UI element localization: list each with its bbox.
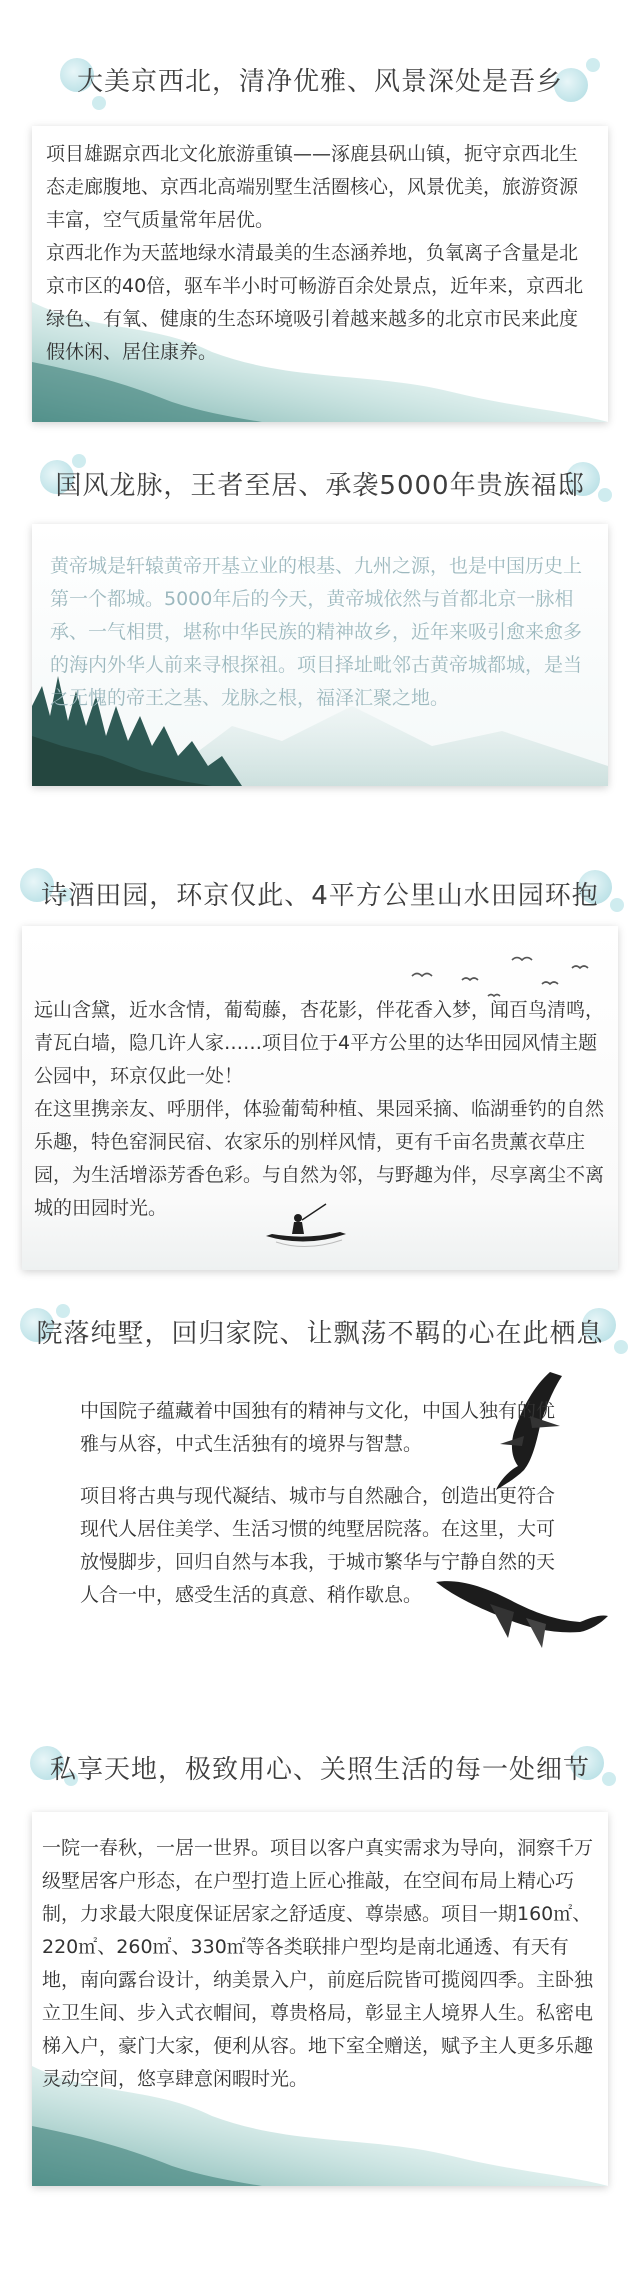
section-3 <box>0 860 640 1300</box>
section-paragraph: 中国院子蕴藏着中国独有的精神与文化，中国人独有的优雅与从容，中式生活独有的境界与智慧。 <box>80 1400 556 1455</box>
section-paragraph: 项目雄踞京西北文化旅游重镇——涿鹿县矾山镇，扼守京西北生态走廊腹地、京西北高端别墅生活圈核心，风景优美，旅游资源丰富，空气质量常年居优。 <box>46 143 579 231</box>
section-heading: 院落纯墅，回归家院、让飘荡不羁的心在此栖息 <box>36 1319 604 1349</box>
section-paragraph: 一院一春秋，一居一世界。项目以客户真实需求为导向，洞察千万级墅居客户形态，在户型打造上匠心推敲，在空间布局上精心巧制，力求最大限度保证居家之舒适度、尊崇感。项目一期160㎡、220㎡、260㎡、330㎡等各类联排户型均是南北通透、有天有地，南向露台设计，纳美景入户，前庭后院皆可揽阅四季。主卧独立卫生间、步入式衣帽间，尊贵格局，彰显主人境界人生。私密电梯入户，豪门大家，便利从容。地下室全赠送，赋予主人更多乐趣灵动空间，悠享肆意闲暇时光。 <box>42 1837 594 2090</box>
content-card <box>22 926 618 1270</box>
content-card <box>32 126 608 422</box>
section-paragraph: 远山含黛，近水含情，葡萄藤，杏花影，伴花香入梦，闻百鸟清鸣，青瓦白墙，隐几许人家……项目位于4平方公里的达华田园风情主题公园中，环京仅此一处！ <box>34 999 605 1087</box>
section-2 <box>0 440 640 860</box>
section-paragraph: 在这里携亲友、呼朋伴，体验葡萄种植、果园采摘、临湖垂钓的自然乐趣，特色窑洞民宿、农家乐的别样风情，更有千亩名贵薰衣草庄园，为生活增添芳香色彩。与自然为邻，与野趣为伴，尽享离尘不离城的田园时光。 <box>34 1098 605 1219</box>
section-heading: 大美京西北，清净优雅、风景深处是吾乡 <box>76 67 563 97</box>
content-card <box>32 524 608 786</box>
section-heading: 诗酒田园，环京仅此、4平方公里山水田园环抱 <box>41 881 599 911</box>
section-paragraph: 项目将古典与现代凝结、城市与自然融合，创造出更符合现代人居住美学、生活习惯的纯墅居院落。在这里，大可放慢脚步，回归自然与本我，于城市繁华与宁静自然的天人合一中，感受生活的真意、稍作歇息。 <box>80 1485 556 1606</box>
section-5 <box>0 1720 640 2286</box>
section-4 <box>0 1300 640 1720</box>
section-1 <box>0 0 640 440</box>
section-paragraph: 京西北作为天蓝地绿水清最美的生态涵养地，负氧离子含量是北京市区的40倍，驱车半小时可畅游百余处景点，近年来，京西北绿色、有氧、健康的生态环境吸引着越来越多的北京市民来此度假休闲、居住康养。 <box>46 242 584 363</box>
section-heading: 国风龙脉，王者至居、承袭5000年贵族福邸 <box>55 471 585 501</box>
section-heading: 私享天地，极致用心、关照生活的每一处细节 <box>49 1755 590 1785</box>
content-card <box>32 1812 608 2186</box>
section-paragraph: 黄帝城是轩辕黄帝开基立业的根基、九州之源，也是中国历史上第一个都城。5000年后的今天，黄帝城依然与首都北京一脉相承、一气相贯，堪称中华民族的精神故乡，近年来吸引愈来愈多的海内外华人前来寻根探祖。项目择址毗邻古黄帝城都城，是当之无愧的帝王之基、龙脉之根，福泽汇聚之地。 <box>50 555 583 709</box>
